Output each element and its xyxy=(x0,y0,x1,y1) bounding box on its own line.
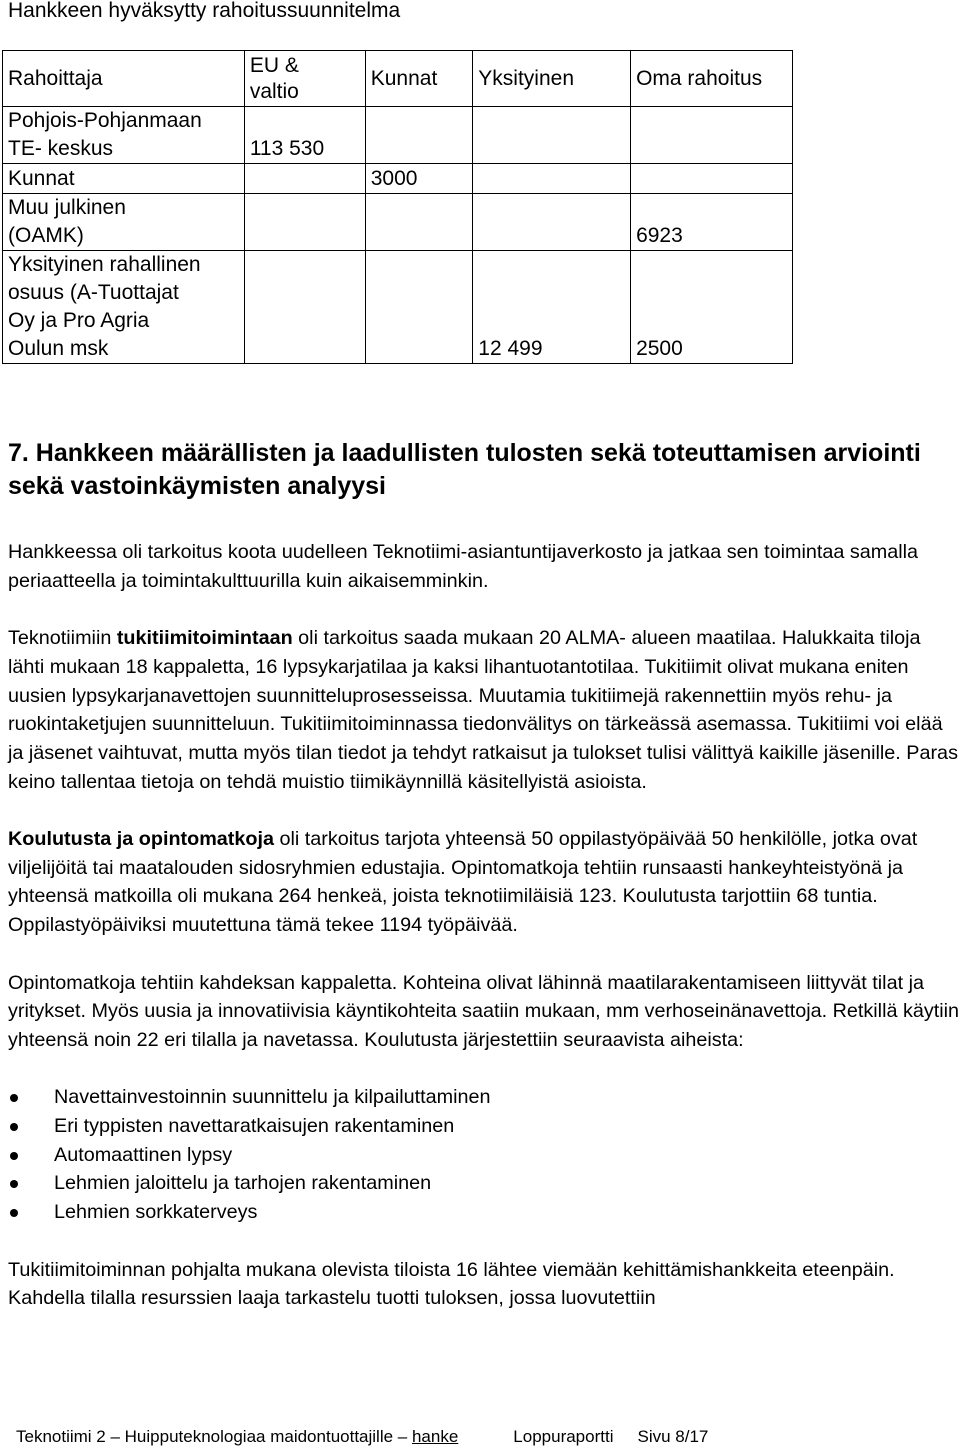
cell-private xyxy=(473,194,631,251)
bullet-icon xyxy=(10,1094,18,1102)
table-row xyxy=(3,164,793,194)
list-item: Eri typpisten navettaratkaisujen rakentaminen xyxy=(8,1112,960,1141)
cell-funder: Yksityinen rahallinen osuus (A-Tuottajat Oy ja Pro Agria Oulun msk xyxy=(3,251,245,364)
header-municipalities: Kunnat xyxy=(365,51,473,107)
page-footer xyxy=(16,1426,708,1448)
cell-eu-state xyxy=(244,164,365,194)
bullet-icon xyxy=(10,1123,18,1131)
funding-table xyxy=(2,50,793,364)
cell-private: 12 499 xyxy=(473,251,631,364)
paragraph-intro: Hankkeessa oli tarkoitus koota uudelleen Teknotiimi-asiantuntijaverkosto ja jatkaa sen toimintaa samalla periaatteella ja toimintakulttuurilla kuin aikaisemminkin. xyxy=(8,541,919,592)
header-private: Yksityinen xyxy=(473,51,631,107)
table-row xyxy=(3,194,793,251)
section-title: 7. Hankkeen määrällisten ja laadullisten tulosten sekä toteuttamisen arviointi sekä vastoinkäymisten analyysi xyxy=(8,439,921,500)
cell-own-funding xyxy=(631,164,793,194)
cell-own-funding: 2500 xyxy=(631,251,793,364)
paragraph-study-trips: Opintomatkoja tehtiin kahdeksan kappaletta. Kohteina olivat lähinnä maatilarakentamiseen liittyvät tilat ja yritykset. Myös uusia ja innovatiivisia käyntikohteita saatiin mukaan, mm verhoseinänavettoja. Retkillä käytiin yhteensä noin 22 eri tilalla ja navetassa. Koulutusta järjestettiin seuraavista aiheista: xyxy=(8,971,960,1051)
cell-own-funding: 6923 xyxy=(631,194,793,251)
bullet-icon xyxy=(10,1209,18,1217)
footer-page-number: Sivu 8/17 xyxy=(637,1427,709,1446)
page-heading: Hankkeen hyväksytty rahoitussuunnitelma xyxy=(8,0,401,22)
cell-municipalities: 3000 xyxy=(365,164,473,194)
cell-private xyxy=(473,164,631,194)
bold-term: tukitiimitoimintaan xyxy=(116,627,293,650)
header-own-funding: Oma rahoitus xyxy=(631,51,793,107)
cell-funder: Muu julkinen (OAMK) xyxy=(3,194,245,251)
paragraph-support-teams: Teknotiimiin tukitiimitoimintaan oli tarkoitus saada mukaan 20 ALMA- alueen maatilaa. Halukkaita tiloja lähti mukaan 18 kappaletta, 16 lypsykarjatilaa ja kaksi lihantuotantotilaa. Tukitiimit olivat mukana eniten uusien lypsykarjanavettojen suunnitteluprosesseissa. Muutamia tukitiimejä rakennettiin myös rehu- ja ruokintaketjujen suunnitteluun. Tukitiimitoiminnassa tiedonvälitys on tärkeässä asemassa. Tukitiimi voi elää ja jäsenet vaihtuvat, mutta myös tilan tiedot ja tehdyt ratkaisut ja tulokset tulisi välittyä kaikille jäsenille. Paras keino tallentaa tietoja on tehdä muistio tiimikäynnillä käsitellyistä asioista. xyxy=(8,627,958,793)
list-item: Navettainvestoinnin suunnittelu ja kilpailuttaminen xyxy=(8,1083,960,1112)
table-row xyxy=(3,251,793,364)
list-item: Lehmien sorkkaterveys xyxy=(8,1198,960,1227)
list-item: Lehmien jaloittelu ja tarhojen rakentaminen xyxy=(8,1169,960,1198)
list-item: Automaattinen lypsy xyxy=(8,1141,960,1170)
cell-own-funding xyxy=(631,107,793,164)
header-eu-state: EU & valtio xyxy=(244,51,365,107)
bullet-icon xyxy=(10,1152,18,1160)
cell-municipalities xyxy=(365,194,473,251)
cell-eu-state xyxy=(244,194,365,251)
table-row xyxy=(3,107,793,164)
cell-eu-state xyxy=(244,251,365,364)
bold-term: Koulutusta ja opintomatkoja xyxy=(8,828,274,850)
cell-funder: Pohjois-Pohjanmaan TE- keskus xyxy=(3,107,245,164)
table-header-row xyxy=(3,51,793,107)
cell-funder: Kunnat xyxy=(3,164,245,194)
section-body xyxy=(8,538,960,1313)
cell-municipalities xyxy=(365,251,473,364)
cell-private xyxy=(473,107,631,164)
paragraph-outcome: Tukitiimitoiminnan pohjalta mukana olevista tiloista 16 lähtee viemään kehittämishankkeita eteenpäin. Kahdella tilalla resurssien laaja tarkastelu tuotti tuloksen, jossa luovutettiin xyxy=(8,1258,895,1310)
bullet-icon xyxy=(10,1180,18,1188)
paragraph-training: Koulutusta ja opintomatkoja oli tarkoitus tarjota yhteensä 50 oppilastyöpäivää 50 henkilölle, jotka ovat viljelijöitä tai maatalouden sidosryhmien edustajia. Opintomatkoja tehtiin runsaasti hankeyhteistyönä ja yhteensä matkoilla oli mukana 264 henkeä, joista teknotiimiläisiä 123. Koulutusta tarjottiin 68 tuntia. Oppilastyöpäiviksi muutettuna tämä tekee 1194 työpäivää. xyxy=(8,828,918,937)
cell-eu-state: 113 530 xyxy=(244,107,365,164)
footer-project: Teknotiimi 2 – Huipputeknologiaa maidontuottajille – hanke xyxy=(16,1427,459,1446)
training-topics-list xyxy=(8,1083,960,1227)
footer-report: Loppuraportti xyxy=(513,1427,614,1446)
cell-municipalities xyxy=(365,107,473,164)
header-funder: Rahoittaja xyxy=(3,51,245,107)
